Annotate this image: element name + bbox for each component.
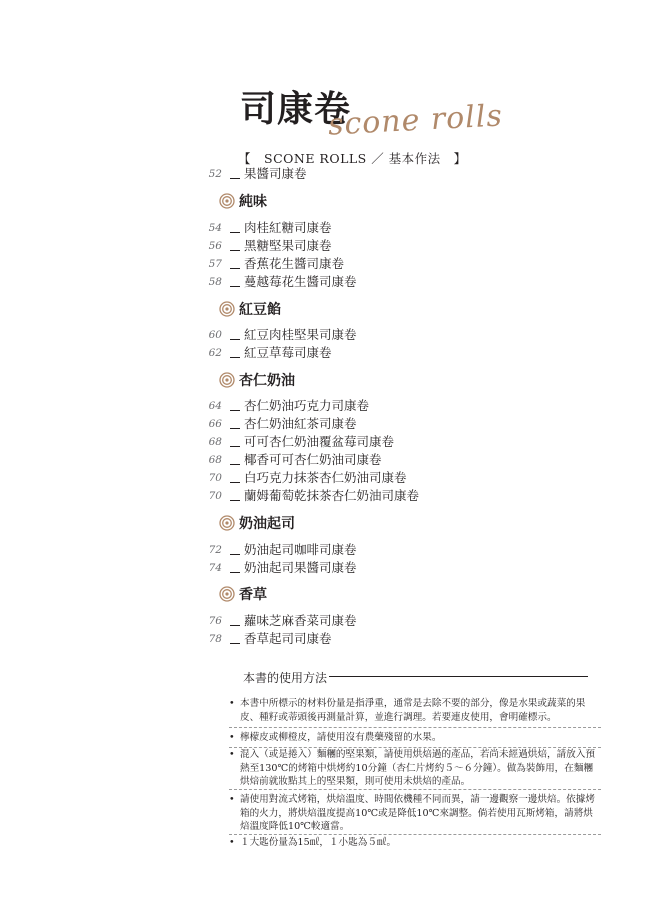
recipe-name: 蘭姆葡萄乾抹茶杏仁奶油司康卷 <box>244 488 420 503</box>
page-number: 60 <box>208 329 222 341</box>
recipe-name: 蘿味芝麻香菜司康卷 <box>244 613 357 628</box>
toc-entry[interactable] <box>204 434 394 450</box>
recipe-name: 紅豆草莓司康卷 <box>244 345 332 360</box>
leader-line <box>230 625 240 626</box>
toc-entry[interactable] <box>204 416 357 432</box>
note-text: 檸檬皮或柳橙皮，請使用沒有農藥殘留的水果。 <box>240 732 442 743</box>
section-heading-cream-cheese <box>219 514 295 532</box>
spiral-icon <box>219 515 235 531</box>
usage-note <box>229 793 601 834</box>
toc-entry[interactable] <box>204 452 382 468</box>
recipe-name: 可可杏仁奶油覆盆莓司康卷 <box>244 434 395 449</box>
toc-entry[interactable] <box>204 631 332 647</box>
section-label: 奶油起司 <box>239 516 295 532</box>
note-text: 本書中所標示的材料份量是指淨重，通常是去除不要的部分，像是水果或蔬菜的果皮、種籽或蒂頭後再測量計算，並進行調理。若要連皮使用，會明確標示。 <box>240 698 586 723</box>
leader-line <box>230 572 240 573</box>
leader-line <box>230 232 240 233</box>
recipe-name: 果醬司康卷 <box>244 166 307 181</box>
toc-entry[interactable] <box>204 345 332 361</box>
usage-note <box>229 836 601 850</box>
page-number: 62 <box>208 347 222 359</box>
bullet: • <box>229 837 235 848</box>
section-heading-almond-cream <box>219 371 295 389</box>
leader-line <box>230 339 240 340</box>
recipe-name: 肉桂紅糖司康卷 <box>244 220 332 235</box>
page-number: 74 <box>208 562 222 574</box>
toc-entry[interactable] <box>204 560 357 576</box>
leader-line <box>230 554 240 555</box>
recipe-name: 香蕉花生醬司康卷 <box>244 256 345 271</box>
leader-line <box>230 446 240 447</box>
note-separator <box>229 727 601 728</box>
page-number: 57 <box>208 258 222 270</box>
section-label: 杏仁奶油 <box>239 373 295 389</box>
leader-line <box>230 178 240 179</box>
page-number: 70 <box>208 490 222 502</box>
bullet: • <box>229 698 235 709</box>
leader-line <box>230 500 240 501</box>
page-title: 司康卷 <box>240 89 352 130</box>
leader-line <box>230 250 240 251</box>
toc-entry[interactable] <box>204 327 357 343</box>
usage-divider <box>329 676 588 677</box>
leader-line <box>230 357 240 358</box>
recipe-name: 奶油起司果醬司康卷 <box>244 560 357 575</box>
bullet: • <box>229 732 235 743</box>
spiral-icon <box>219 301 235 317</box>
note-text: １大匙份量為15㎖，１小匙為５㎖。 <box>240 837 397 848</box>
toc-entry[interactable] <box>204 613 357 629</box>
bullet: • <box>229 794 235 805</box>
page-number: 56 <box>208 240 222 252</box>
recipe-name: 白巧克力抹茶杏仁奶油司康卷 <box>244 470 407 485</box>
recipe-name: 蔓越莓花生醬司康卷 <box>244 274 357 289</box>
spiral-icon <box>219 372 235 388</box>
usage-heading: 本書的使用方法 <box>243 671 328 685</box>
usage-note <box>229 731 601 745</box>
toc-entry[interactable] <box>204 166 307 182</box>
note-text: 混入（或是捲入）麵糰的堅果類，請使用烘焙過的產品，若尚未經過烘焙，請放入預熱至130℃的烤箱中烘烤約10分鐘（杏仁片烤約５～６分鐘）。做為裝飾用，在麵糰烘焙前就妝點其上的堅果類，則可使用未烘焙的產品。 <box>240 749 595 787</box>
section-label: 紅豆餡 <box>239 302 281 318</box>
recipe-name: 奶油起司咖啡司康卷 <box>244 542 357 557</box>
toc-entry[interactable] <box>204 488 419 504</box>
page-number: 64 <box>208 400 222 412</box>
leader-line <box>230 482 240 483</box>
section-heading-plain <box>219 192 267 210</box>
toc-entry[interactable] <box>204 256 344 272</box>
page-number: 76 <box>208 615 222 627</box>
recipe-name: 杏仁奶油紅茶司康卷 <box>244 416 357 431</box>
recipe-name: 紅豆肉桂堅果司康卷 <box>244 327 357 342</box>
page-number: 70 <box>208 472 222 484</box>
spiral-icon <box>219 586 235 602</box>
page-number: 68 <box>208 436 222 448</box>
section-label: 純味 <box>239 194 267 210</box>
section-label: 香草 <box>239 587 267 603</box>
leader-line <box>230 410 240 411</box>
recipe-name: 杏仁奶油巧克力司康卷 <box>244 398 370 413</box>
page-number: 72 <box>208 544 222 556</box>
leader-line <box>230 268 240 269</box>
page-number: 68 <box>208 454 222 466</box>
toc-entry[interactable] <box>204 398 369 414</box>
note-separator <box>229 834 601 835</box>
recipe-name: 香草起司司康卷 <box>244 631 332 646</box>
toc-entry[interactable] <box>204 238 332 254</box>
toc-entry[interactable] <box>204 220 332 236</box>
toc-entry[interactable] <box>204 470 407 486</box>
toc-entry[interactable] <box>204 542 357 558</box>
toc-entry[interactable] <box>204 274 357 290</box>
spiral-icon <box>219 193 235 209</box>
page-number: 52 <box>208 168 222 180</box>
usage-note <box>229 697 601 724</box>
leader-line <box>230 286 240 287</box>
recipe-name: 椰香可可杏仁奶油司康卷 <box>244 452 382 467</box>
note-text: 請使用對流式烤箱，烘焙溫度、時間依機種不同而異，請一邊觀察一邊烘焙。依據烤箱的火力，將烘焙溫度提高10℃或是降低10℃來調整。倘若使用瓦斯烤箱，請將烘焙溫度降低10℃較適當。 <box>240 794 595 832</box>
recipe-name: 黑糖堅果司康卷 <box>244 238 332 253</box>
note-separator <box>229 789 601 790</box>
usage-note <box>229 748 601 789</box>
page-number: 54 <box>208 222 222 234</box>
page-subtitle-script: scone rolls <box>327 98 504 143</box>
leader-line <box>230 428 240 429</box>
leader-line <box>230 643 240 644</box>
section-heading-red-bean <box>219 300 281 318</box>
page-number: 58 <box>208 276 222 288</box>
section-heading-herb <box>219 585 267 603</box>
bullet: • <box>229 749 235 760</box>
basic-method-header: 【 SCONE ROLLS ／ 基本作法 】 <box>238 151 467 166</box>
leader-line <box>230 464 240 465</box>
page-number: 78 <box>208 633 222 645</box>
page-number: 66 <box>208 418 222 430</box>
